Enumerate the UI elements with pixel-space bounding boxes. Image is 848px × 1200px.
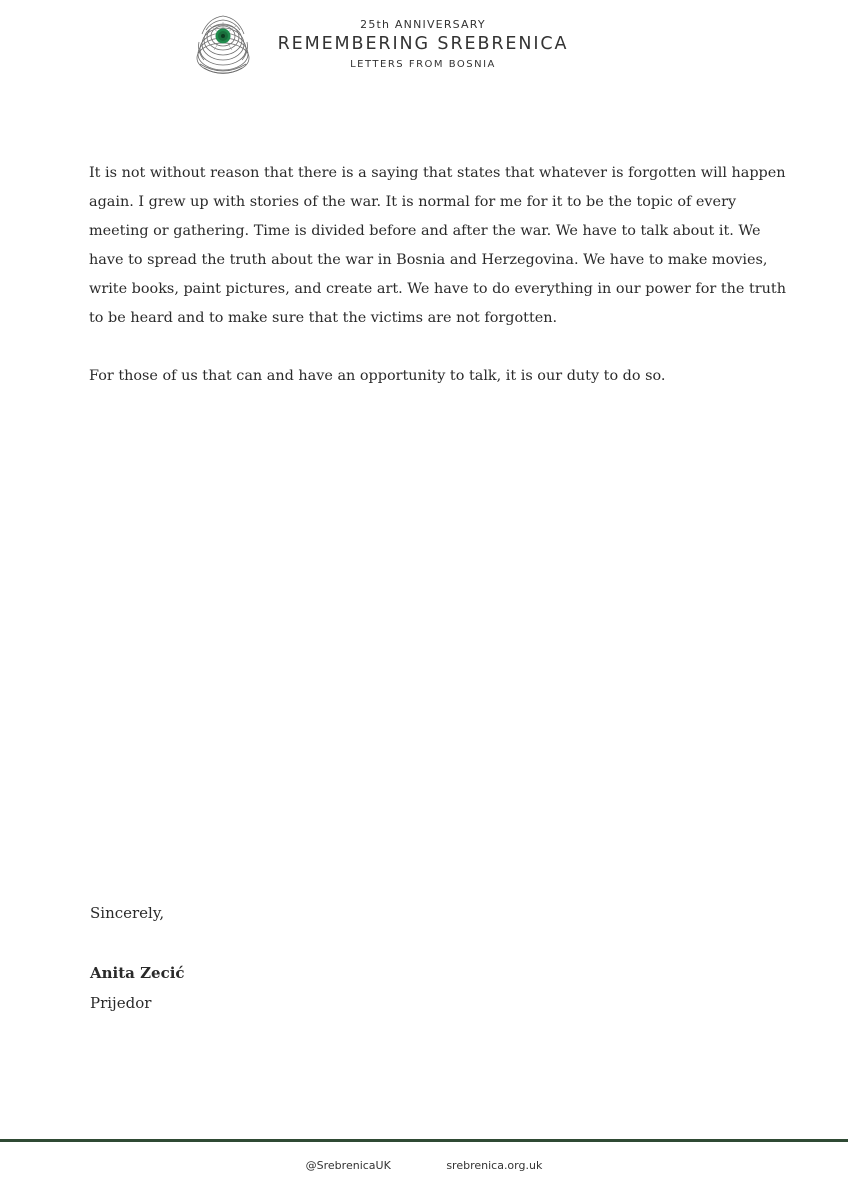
signature-name: Anita Zecić [90, 964, 185, 982]
letter-closing: Sincerely, [90, 904, 165, 922]
letterhead-title: REMEMBERING SREBRENICA [277, 34, 569, 54]
letterhead-subtitle: LETTERS FROM BOSNIA [350, 59, 496, 70]
letter-body [89, 159, 789, 420]
footer-divider [0, 1139, 848, 1142]
letterhead [0, 0, 848, 90]
footer [0, 1157, 848, 1175]
anniversary-label: 25th ANNIVERSARY [360, 18, 486, 31]
letter-paragraph: It is not without reason that there is a saying that states that whatever is forgotten will happen again. I grew up with stories of the war. It is normal for me for it to be the topic of every meeting or gathering. Time is divided before and after the war. We have to talk about it. We have to spread the truth about the war in Bosnia and Herzegovina. We have to make movies, write books, paint pictures, and create art. We have to do everything in our power for the truth to be heard and to make sure that the victims are not forgotten. [89, 165, 786, 326]
flower-emblem-icon [192, 12, 254, 76]
signature-block [90, 958, 185, 1018]
website-link[interactable]: srebrenica.org.uk [446, 1159, 543, 1172]
letter-paragraph: For those of us that can and have an opportunity to talk, it is our duty to do so. [89, 368, 666, 384]
letterhead-text [262, 17, 584, 72]
signature-place: Prijedor [90, 994, 152, 1012]
social-handle-link[interactable]: @SrebrenicaUK [305, 1159, 391, 1172]
